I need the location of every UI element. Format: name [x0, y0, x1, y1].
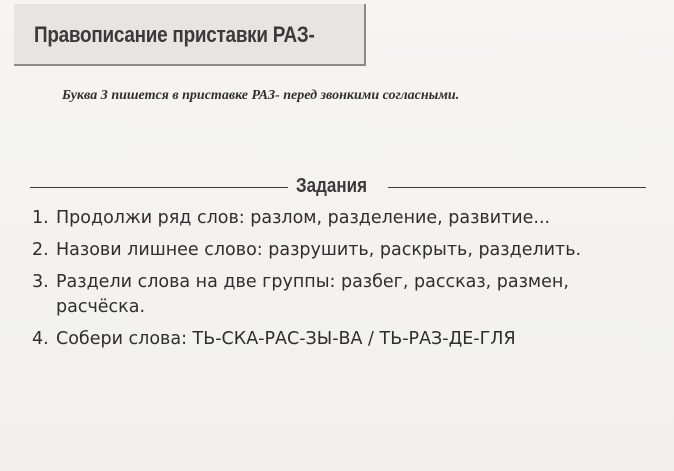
- task-text: Собери слова: ТЬ-СКА-РАС-ЗЫ-ВА / ТЬ-РАЗ-ДЕ-ГЛЯ: [56, 329, 516, 349]
- task-item-3: [32, 270, 652, 320]
- task-text: Раздели слова на две группы: разбег, рассказ, размен, расчёска.: [56, 272, 569, 317]
- task-number: 2.: [32, 240, 49, 260]
- section-divider-left: [30, 187, 288, 188]
- rule-note: Буква З пишется в приставке РАЗ- перед звонкими согласными.: [62, 88, 460, 103]
- task-item-1: [32, 206, 652, 231]
- task-list: [32, 206, 652, 359]
- task-text: Продолжи ряд слов: разлом, разделение, развитие...: [56, 208, 551, 228]
- task-number: 1.: [32, 208, 49, 228]
- task-number: 4.: [32, 329, 49, 349]
- page-title: Правописание приставки РАЗ-: [34, 22, 315, 47]
- task-item-2: [32, 238, 652, 263]
- section-divider-right: [388, 187, 646, 188]
- task-number: 3.: [32, 272, 49, 292]
- task-text: Назови лишнее слово: разрушить, раскрыть, разделить.: [56, 240, 582, 260]
- section-heading: Задания: [296, 175, 367, 197]
- task-item-4: [32, 327, 652, 352]
